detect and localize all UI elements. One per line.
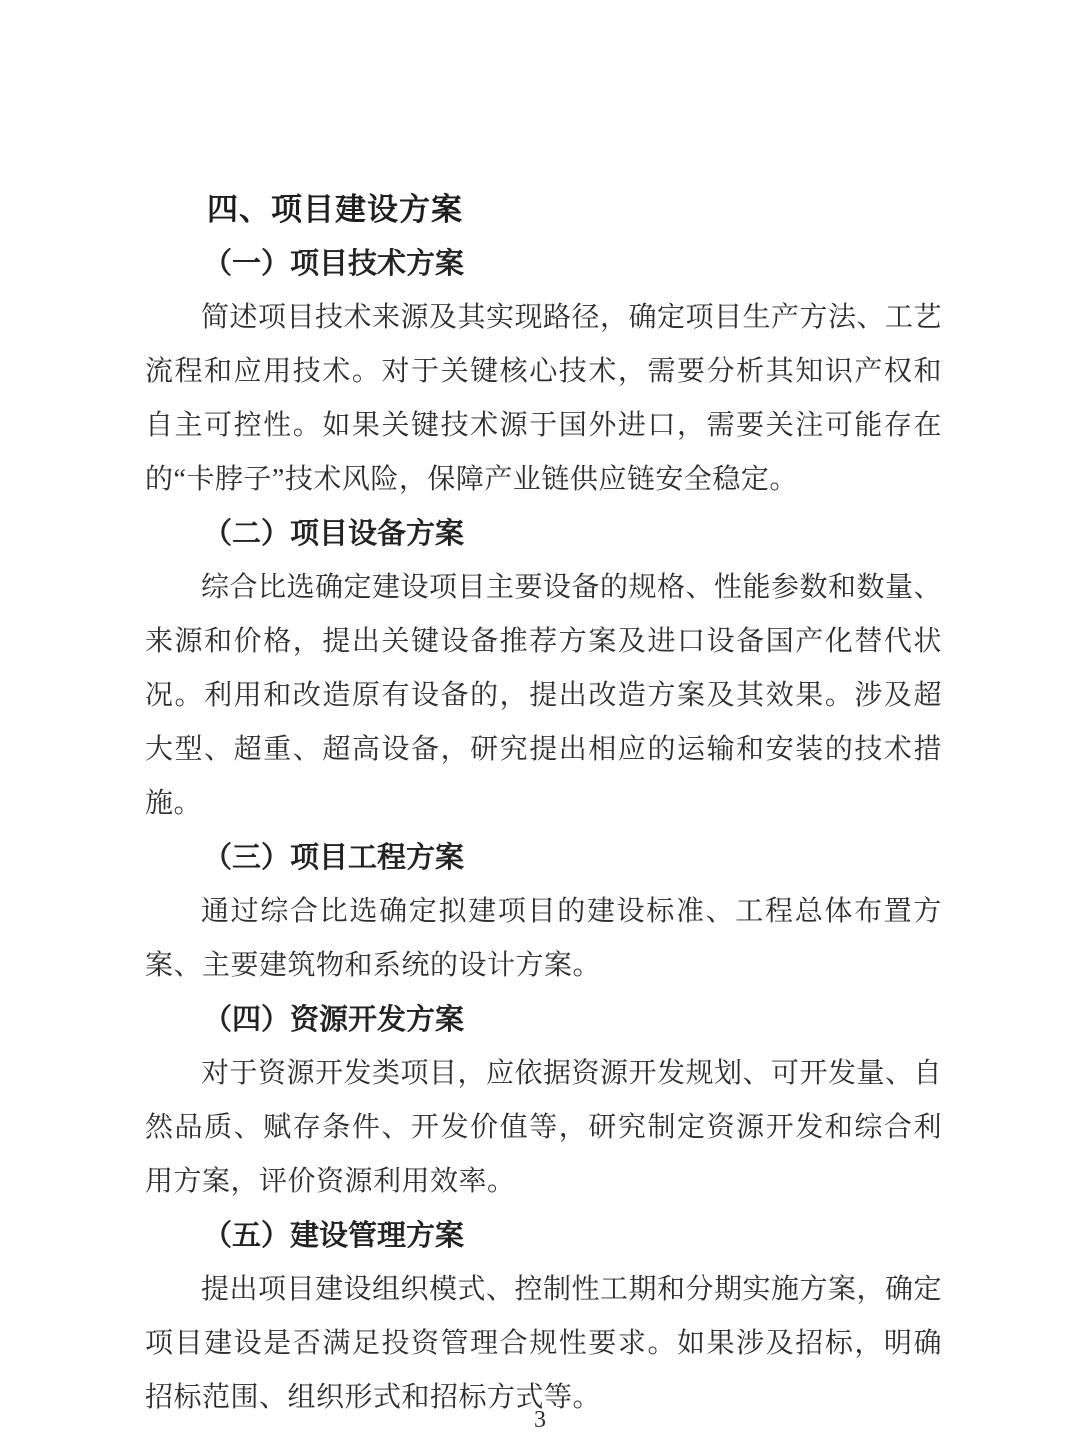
section-1-title: （一）项目技术方案 <box>203 248 465 280</box>
section-4-title: （四）资源开发方案 <box>203 1004 465 1036</box>
section-1-paragraph: 简述项目技术来源及其实现路径，确定项目生产方法、工艺流程和应用技术。对于关键核心技术，需要分析其知识产权和自主可控性。如果关键技术源于国外进口，需要关注可能存在的“卡脖子”技术风险，保障产业链供应链安全稳定。 <box>145 302 943 495</box>
section-engineering-plan <box>145 831 942 993</box>
section-resource-development-plan <box>145 993 942 1209</box>
section-5-title: （五）建设管理方案 <box>203 1220 465 1252</box>
section-3-title: （三）项目工程方案 <box>203 842 465 874</box>
section-technical-plan <box>145 237 942 507</box>
section-2-title: （二）项目设备方案 <box>203 518 465 550</box>
section-equipment-plan <box>145 507 942 831</box>
document-heading: 四、项目建设方案 <box>207 192 463 227</box>
section-2-paragraph: 综合比选确定建设项目主要设备的规格、性能参数和数量、来源和价格，提出关键设备推荐方案及进口设备国产化替代状况。利用和改造原有设备的，提出改造方案及其效果。涉及超大型、超重、超高设备，研究提出相应的运输和安装的技术措施。 <box>145 572 943 819</box>
section-5-paragraph: 提出项目建设组织模式、控制性工期和分期实施方案，确定项目建设是否满足投资管理合规性要求。如果涉及招标，明确招标范围、组织形式和招标方式等。 <box>145 1274 943 1413</box>
section-3-paragraph: 通过综合比选确定拟建项目的建设标准、工程总体布置方案、主要建筑物和系统的设计方案。 <box>145 896 942 981</box>
page-footer <box>0 1407 1080 1434</box>
page-number: 3 <box>534 1407 546 1433</box>
section-4-paragraph: 对于资源开发类项目，应依据资源开发规划、可开发量、自然品质、赋存条件、开发价值等，研究制定资源开发和综合利用方案，评价资源利用效率。 <box>145 1058 943 1197</box>
section-construction-management-plan <box>145 1209 942 1425</box>
document-content <box>145 183 942 1425</box>
